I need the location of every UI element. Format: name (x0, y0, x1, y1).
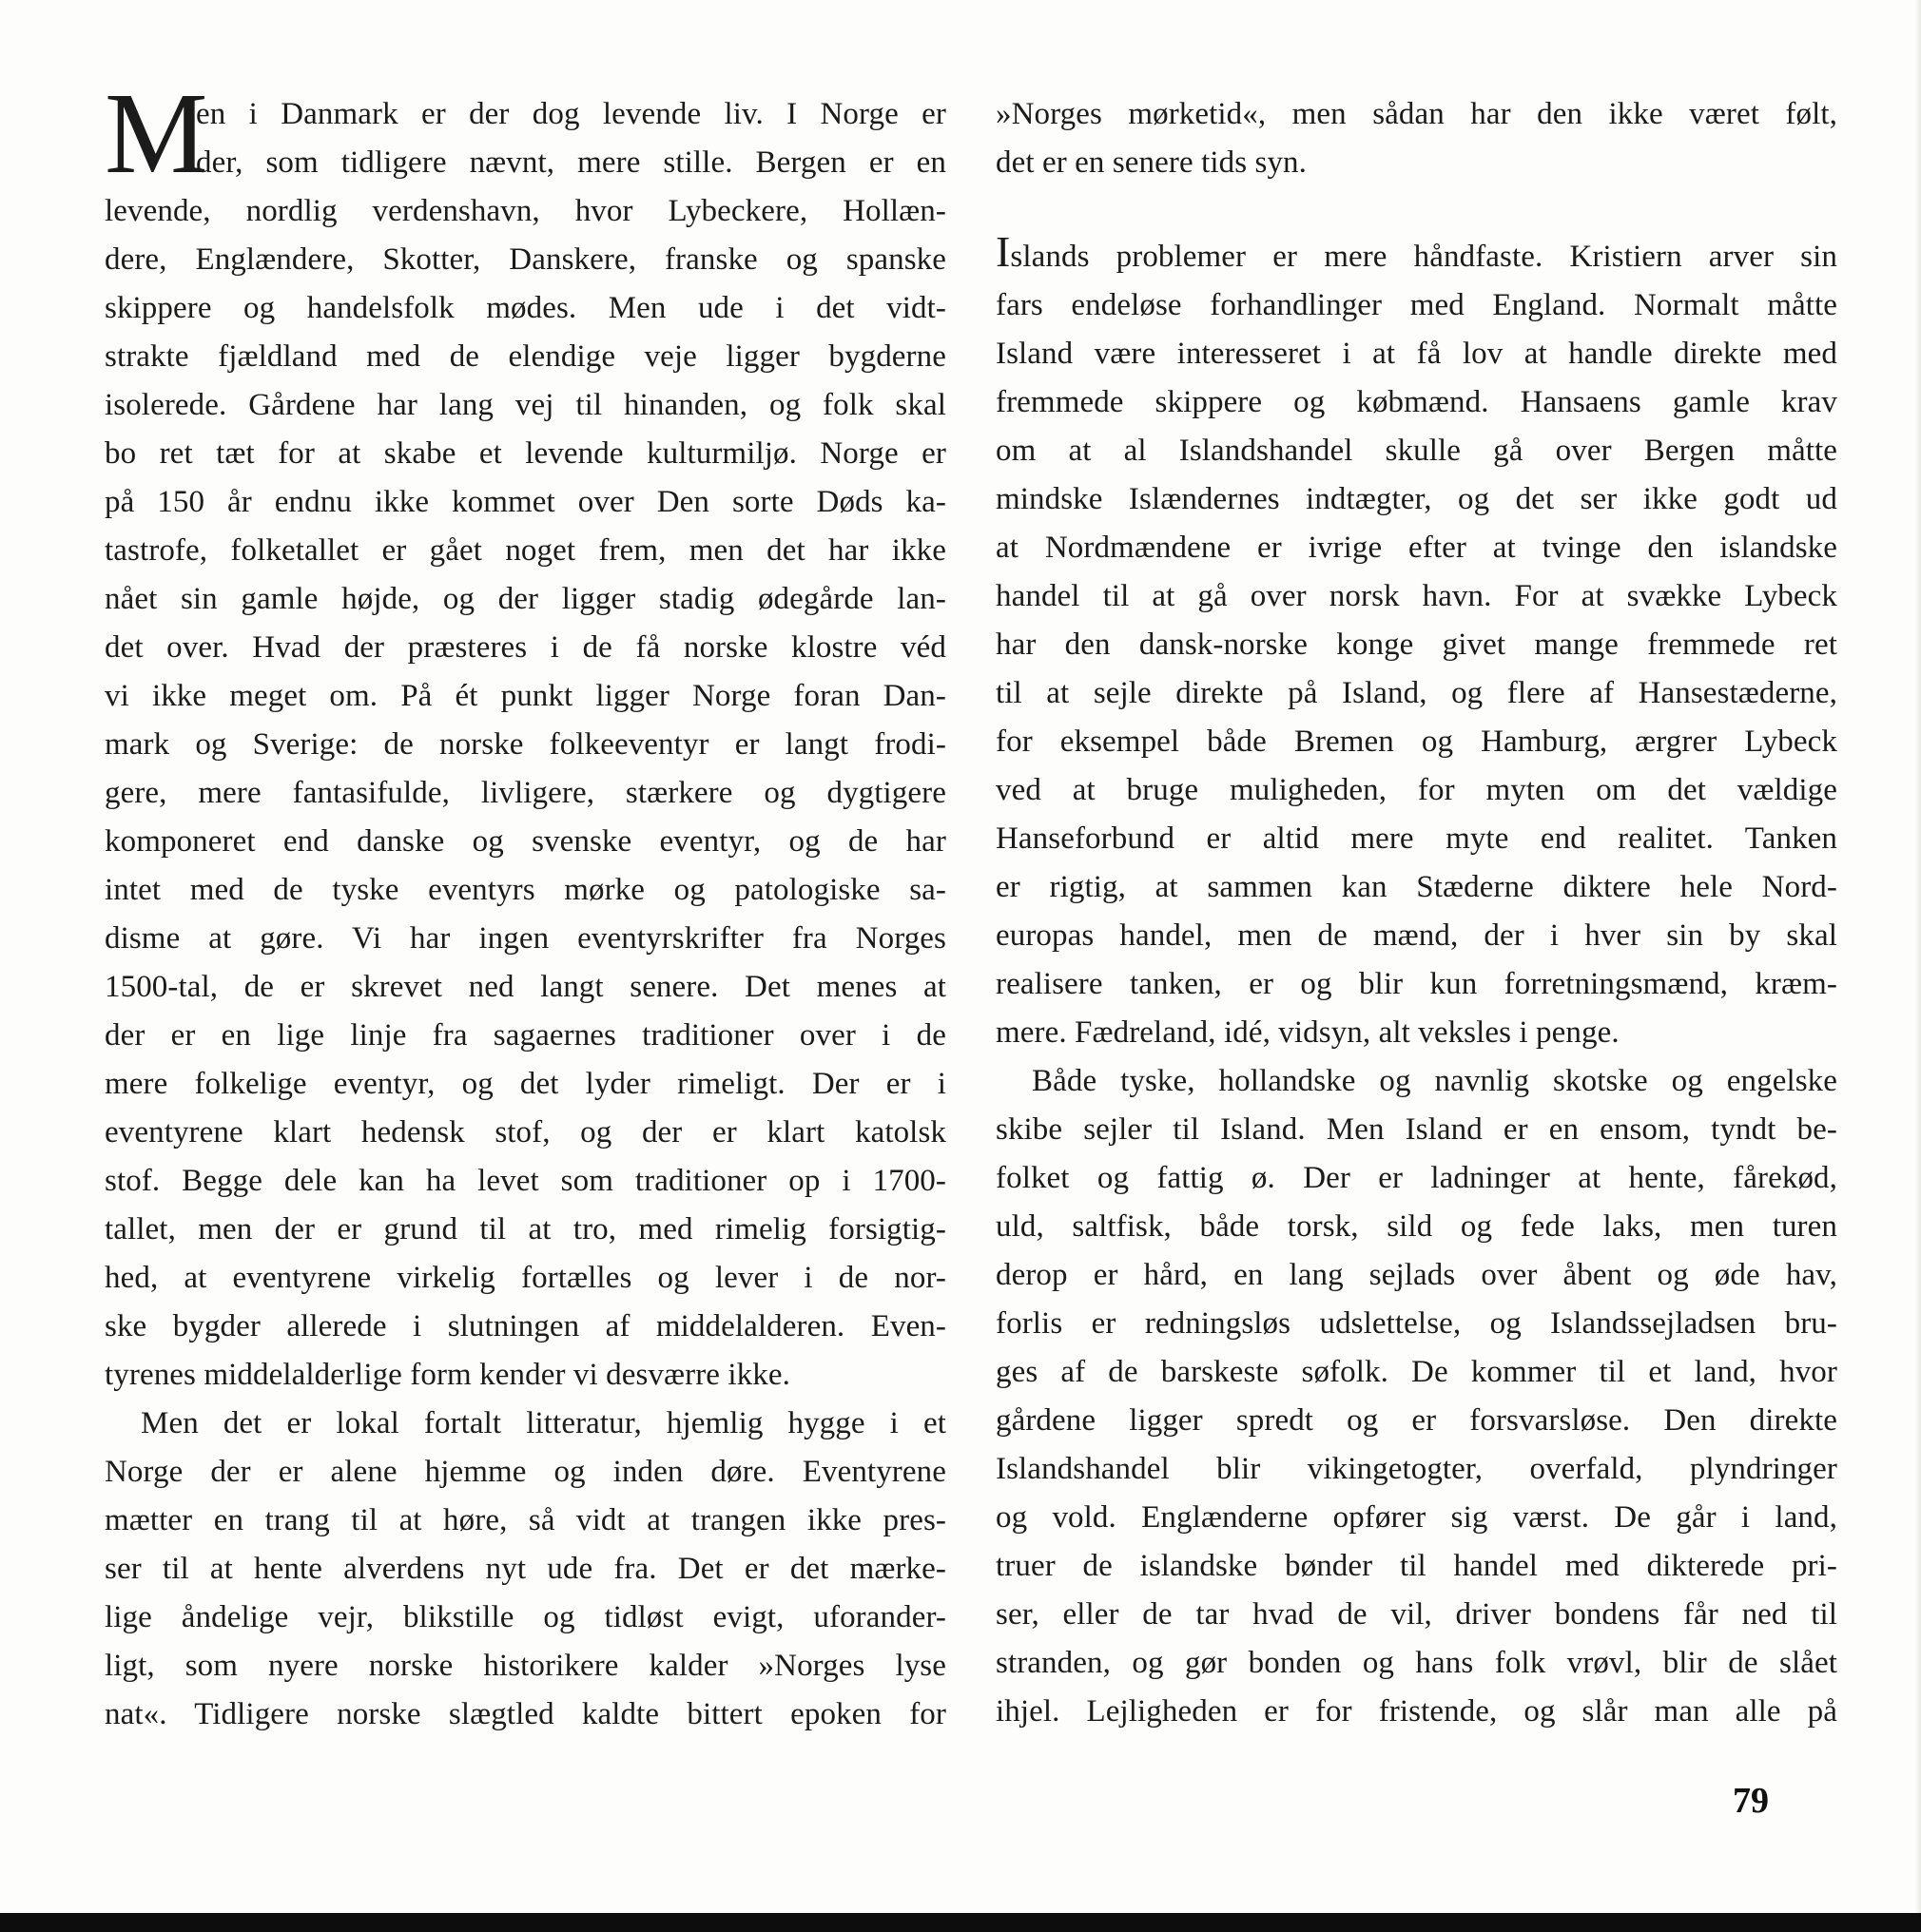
text-line: ved at bruge muligheden, for myten om det vældige (996, 773, 1837, 807)
text-line: tastrofe, folketallet er gået noget frem, men det har ikke (105, 533, 946, 568)
text-line: nat«. Tidligere norske slægtled kaldte bittert epoken for (105, 1697, 946, 1731)
text-line: derop er hård, en lang sejlads over åbent og øde hav, (996, 1258, 1837, 1292)
text-line: uld, saltfisk, både torsk, sild og fede laks, men turen (996, 1209, 1837, 1244)
text-line: tallet, men der er grund til at tro, med rimelig forsigtig- (105, 1212, 946, 1246)
text-line: stranden, og gør bonden og hans folk vrøvl, blir de slået (996, 1646, 1837, 1680)
text-line: Islandshandel blir vikingetogter, overfald, plyndringer (996, 1452, 1837, 1486)
text-line: en i Danmark er der dog levende liv. I Norge er (196, 97, 946, 131)
text-line: det over. Hvad der præsteres i de få norske klostre véd (105, 630, 946, 665)
text-line: for eksempel både Bremen og Hamburg, ærgrer Lybeck (996, 724, 1837, 759)
text-line: bo ret tæt for at skabe et levende kulturmiljø. Norge er (105, 436, 946, 471)
scan-border (0, 1913, 1921, 1932)
text-line: på 150 år endnu ikke kommet over Den sorte Døds ka- (105, 485, 946, 519)
text-line: tyrenes middelalderlige form kender vi desværre ikke. (105, 1358, 790, 1392)
text-line: lige åndelige vejr, blikstille og tidløst evigt, uforander- (105, 1600, 946, 1634)
text-line: dere, Englændere, Skotter, Danskere, franske og spanske (105, 242, 946, 277)
text-line: hed, at eventyrene virkelig fortælles og lever i de nor- (105, 1261, 946, 1295)
text-line: »Norges mørketid«, men sådan har den ikke været følt, (996, 97, 1837, 131)
text-line: ser til at hente alverdens nyt ude fra. Det er det mærke- (105, 1552, 946, 1586)
text-line: Island være interesseret i at få lov at handle direkte med (996, 337, 1837, 371)
text-line: europas handel, men de mænd, der i hver sin by skal (996, 918, 1837, 953)
text-line (996, 227, 1837, 281)
text-line: der er en lige linje fra sagaernes traditioner over i de (105, 1018, 946, 1053)
text-line: skippere og handelsfolk mødes. Men ude i det vidt- (105, 291, 946, 325)
text-line: strakte fjældland med de elendige veje ligger bygderne (105, 339, 946, 374)
text-line: fremmede skippere og købmænd. Hansaens gamle krav (996, 385, 1837, 419)
text-line: folket og fattig ø. Der er ladninger at hente, fårekød, (996, 1161, 1837, 1195)
text-line: at Nordmændene er ivrige efter at tvinge den islandske (996, 531, 1837, 565)
text-line: om at al Islandshandel skulle gå over Bergen måtte (996, 434, 1837, 468)
text-line: gere, mere fantasifulde, livligere, stærkere og dygtigere (105, 776, 946, 810)
text-line: er rigtig, at sammen kan Stæderne diktere hele Nord- (996, 870, 1837, 904)
text-line: intet med de tyske eventyrs mørke og patologiske sa- (105, 873, 946, 907)
text-line: ser, eller de tar hvad de vil, driver bondens får ned til (996, 1597, 1837, 1632)
right-column (996, 90, 1837, 1736)
text-line: vi ikke meget om. På ét punkt ligger Norge foran Dan- (105, 679, 946, 713)
drop-cap: M (105, 69, 208, 198)
left-column (105, 69, 946, 1739)
text-line: Både tyske, hollandske og navnlig skotske og engelske (1032, 1064, 1837, 1098)
text-line: truer de islandske bønder til handel med dikterede pri- (996, 1549, 1837, 1583)
text-line: ges af de barskeste søfolk. De kommer til et land, hvor (996, 1355, 1837, 1389)
text-line: isolerede. Gårdene har lang vej til hinanden, og folk skal (105, 388, 946, 422)
text-line: mere. Fædreland, idé, vidsyn, alt veksles i penge. (996, 1015, 1620, 1050)
text-line: mark og Sverige: de norske folkeeventyr er langt frodi- (105, 727, 946, 762)
text-line: ihjel. Lejligheden er for fristende, og slår man alle på (996, 1694, 1837, 1729)
text-line: stof. Begge dele kan ha levet som traditioner op i 1700- (105, 1164, 946, 1198)
text-line: Hanseforbund er altid mere myte end realitet. Tanken (996, 821, 1837, 856)
text-line: der, som tidligere nævnt, mere stille. Bergen er en (196, 145, 946, 180)
text-line: 1500-tal, de er skrevet ned langt senere. Det menes at (105, 970, 946, 1004)
initial-letter: I (996, 227, 1011, 276)
text-line: nået sin gamle højde, og der ligger stadig ødegårde lan- (105, 582, 946, 616)
page-number: 79 (1733, 1781, 1769, 1821)
text-line: forlis er redningsløs udslettelse, og Islandssejladsen bru- (996, 1306, 1837, 1341)
text-line: levende, nordlig verdenshavn, hvor Lybeckere, Hollæn- (105, 194, 946, 228)
text-line: fars endeløse forhandlinger med England. Normalt måtte (996, 288, 1837, 322)
text-line: eventyrene klart hedensk stof, og der er klart katolsk (105, 1115, 946, 1150)
text-line: Men det er lokal fortalt litteratur, hjemlig hygge i et (141, 1406, 946, 1440)
text-line: det er en senere tids syn. (996, 145, 1307, 180)
text-line: handel til at gå over norsk havn. For at svække Lybeck (996, 579, 1837, 613)
left-paragraph-1 (105, 90, 946, 1400)
text-line: komponeret end danske og svenske eventyr, og de har (105, 824, 946, 859)
right-paragraph-1 (996, 90, 1837, 187)
text-line: ske bygder allerede i slutningen af middelalderen. Even- (105, 1309, 946, 1343)
left-paragraph-2 (105, 1400, 946, 1739)
text-line-rest: slands problemer er mere håndfaste. Kristiern arver sin (1010, 240, 1837, 274)
text-line: og vold. Englænderne opfører sig værst. De går i land, (996, 1500, 1837, 1535)
text-line: realisere tanken, er og blir kun forretningsmænd, kræm- (996, 967, 1837, 1001)
text-line: disme at gøre. Vi har ingen eventyrskrifter fra Norges (105, 921, 946, 956)
text-line: skibe sejler til Island. Men Island er en ensom, tyndt be- (996, 1112, 1837, 1147)
right-paragraph-2 (996, 227, 1837, 1057)
right-paragraph-3 (996, 1057, 1837, 1736)
page-edge (1915, 0, 1921, 1932)
text-line: til at sejle direkte på Island, og flere af Hansestæderne, (996, 676, 1837, 710)
text-line: mere folkelige eventyr, og det lyder rimeligt. Der er i (105, 1067, 946, 1101)
text-line: gårdene ligger spredt og er forsvarsløse. Den direkte (996, 1403, 1837, 1438)
text-line: har den dansk-norske konge givet mange fremmede ret (996, 628, 1837, 662)
text-line: Norge der er alene hjemme og inden døre. Eventyrene (105, 1455, 946, 1489)
text-line: mætter en trang til at høre, så vidt at trangen ikke pres- (105, 1503, 946, 1537)
section-gap (996, 187, 1837, 233)
text-line: ligt, som nyere norske historikere kalder »Norges lyse (105, 1649, 946, 1683)
text-line: mindske Islændernes indtægter, og det ser ikke godt ud (996, 482, 1837, 516)
